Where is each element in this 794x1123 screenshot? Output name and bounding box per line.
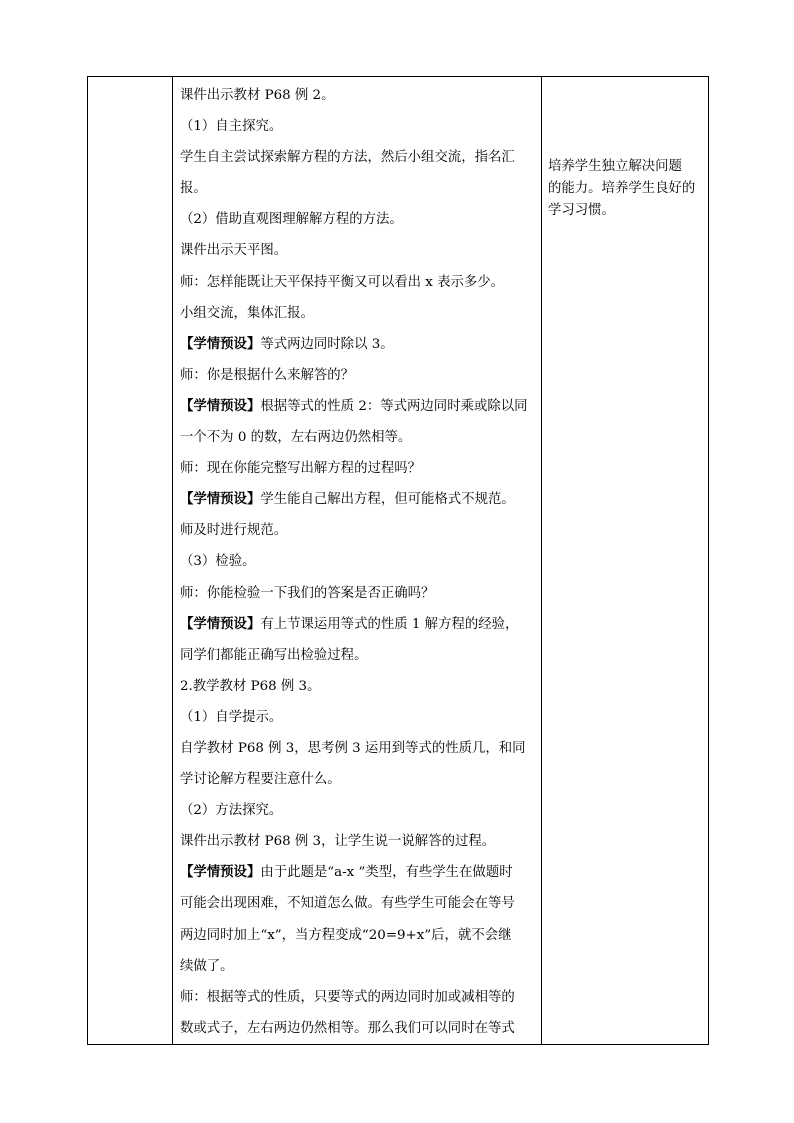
stage-column-cell [88,77,173,1045]
text-line [180,422,535,453]
text-line [180,920,535,951]
text-line [180,235,535,266]
text-line [180,111,535,142]
line-text: 学讨论解方程要注意什么。 [180,772,341,788]
text-line [180,982,535,1013]
text-line [180,298,535,329]
text-line [180,546,535,577]
line-text: 同学们都能正确写出检验过程。 [180,647,368,663]
text-line [180,267,535,298]
line-text: 师：你能检验一下我们的答案是否正确吗？ [180,585,435,601]
text-line [180,578,535,609]
line-text: （2）方法探究。 [180,803,283,819]
text-line [180,204,535,235]
line-text: 师及时进行规范。 [180,523,288,539]
note-line: 的能力。培养学生良好的 [548,181,696,196]
line-text: 等式两边同时除以 3。 [260,336,394,352]
line-text: 有上节课运用等式的性质 1 解方程的经验， [260,616,519,632]
line-text: 学生自主尝试探索解方程的方法，然后小组交流，指名汇 [180,150,515,166]
line-text: 可能会出现困难，不知道怎么做。有些学生可能会在等号 [180,896,515,912]
text-line [180,857,535,888]
text-line [180,702,535,733]
preset-tag: 【学情预设】 [180,335,261,352]
preset-tag: 【学情预设】 [180,615,261,632]
text-line [180,609,535,640]
preset-tag: 【学情预设】 [180,491,261,508]
table-row [88,77,709,1045]
line-text: 师：根据等式的性质，只要等式的两边同时加或减相等的 [180,989,515,1005]
lesson-plan-table [87,76,709,1045]
line-text: 自学教材 P68 例 3，思考例 3 运用到等式的性质几，和同 [180,740,526,756]
text-line [180,826,535,857]
text-line [180,888,535,919]
line-text: （1）自学提示。 [180,709,283,725]
design-intent-cell [542,77,709,1045]
text-line [180,142,535,173]
text-line [180,391,535,422]
preset-tag: 【学情预设】 [180,397,261,414]
line-text: 师：你是根据什么来解答的？ [180,367,355,383]
line-text: 一个不为 0 的数，左右两边仍然相等。 [180,430,412,446]
teaching-process-text [173,77,541,1044]
note-line: 培养学生独立解决问题 [548,159,682,174]
line-text: 续做了。 [180,958,234,974]
line-text: 课件出示教材 P68 例 2。 [180,88,335,103]
text-line [180,515,535,546]
line-text: 课件出示教材 P68 例 3，让学生说一说解答的过程。 [180,834,496,850]
line-text: 课件出示天平图。 [180,243,288,259]
line-text: 数或式子，左右两边仍然相等。那么我们可以同时在等式 [180,1020,515,1036]
text-line [180,951,535,982]
text-line [180,795,535,826]
text-line [180,80,535,111]
line-text: （3）检验。 [180,554,256,570]
text-line [180,1013,535,1044]
line-text: 师：现在你能完整写出解方程的过程吗？ [180,461,422,477]
line-text: 小组交流，集体汇报。 [180,305,314,321]
preset-tag: 【学情预设】 [180,864,261,881]
text-line [180,173,535,204]
line-text: 师：怎样能既让天平保持平衡又可以看出 x 表示多少。 [180,274,505,290]
text-line [180,453,535,484]
text-line [180,640,535,671]
teaching-process-cell [173,77,542,1045]
text-line [180,484,535,515]
text-line [180,671,535,702]
text-line [180,360,535,391]
line-text: （1）自主探究。 [180,119,283,135]
line-text: 学生能自己解出方程，但可能格式不规范。 [260,492,515,508]
line-text: 2.教学教材 P68 例 3。 [180,678,321,694]
line-text: 由于此题是“a-x ”类型，有些学生在做题时 [260,865,513,881]
note-line: 学习习惯。 [548,203,615,218]
line-text: （2）借助直观图理解解方程的方法。 [180,212,403,228]
text-line [180,733,535,764]
text-line [180,329,535,360]
line-text: 报。 [180,181,207,197]
line-text: 根据等式的性质 2：等式两边同时乘或除以同 [260,398,528,414]
line-text: 两边同时加上“x”，当方程变成“20=9+x”后，就不会继 [180,927,512,943]
text-line [180,764,535,795]
design-intent-text [542,77,708,222]
